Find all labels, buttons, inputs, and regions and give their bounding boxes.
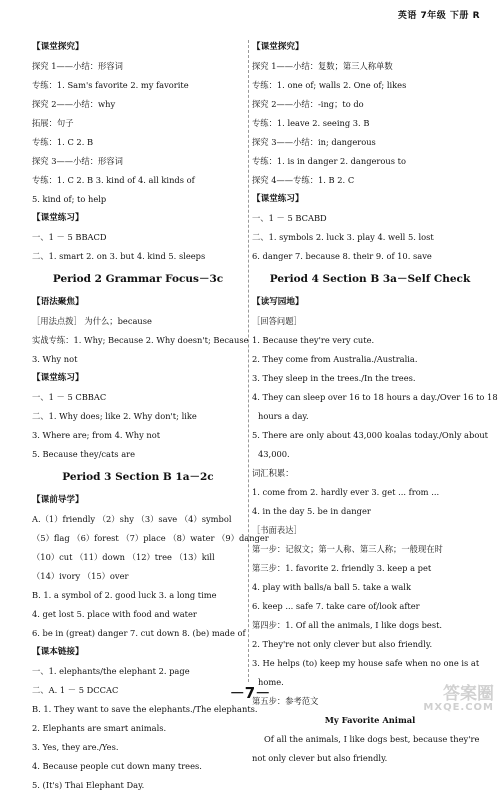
right-answer-continuation: home. xyxy=(258,677,284,687)
right-section-heading: 【课堂练习】 xyxy=(252,194,304,204)
right-essay-title: My Favorite Animal xyxy=(324,715,416,725)
left-answer-line: 3. Where are; from 4. Why not xyxy=(32,430,161,440)
page-number: －7－ xyxy=(229,684,271,702)
left-answer-line: 5. Because they/cats are xyxy=(32,449,136,459)
right-answer-line: 2. They come from Australia./Australia. xyxy=(252,354,418,364)
right-answer-line: 1. Because they're very cute. xyxy=(252,335,375,345)
right-answer-line: not only clever but also friendly. xyxy=(252,753,388,763)
right-answer-line: 第一步：记叙文；第一人称、第三人称；一般现在时 xyxy=(252,544,443,554)
right-answer-line: 4. in the day 5. be in danger xyxy=(252,506,371,516)
right-answer-line: 3. They sleep in the trees./In the trees. xyxy=(252,373,416,383)
left-answer-line: 二、1. smart 2. on 3. but 4. kind 5. sleeps xyxy=(32,251,206,261)
right-answer-line: 专练：1. is in danger 2. dangerous to xyxy=(252,156,406,166)
left-section-heading: 【课堂练习】 xyxy=(32,213,84,223)
right-answer-line: 第四步：1. Of all the animals, I like dogs best. xyxy=(252,620,443,630)
left-answer-line: 探究 1——小结：形容词 xyxy=(32,61,123,71)
left-answer-line: 专练：1. C 2. B xyxy=(32,137,94,147)
left-answer-column xyxy=(32,38,269,795)
watermark-line-2: MXQE.COM xyxy=(423,702,494,713)
left-answer-line: A.（1）friendly （2）shy （3）save （4）symbol xyxy=(32,514,232,524)
right-answer-line: 第三步：1. favorite 2. friendly 3. keep a pet xyxy=(252,563,432,573)
page-header: 英语 7年级 下册 R xyxy=(397,11,480,21)
left-answer-line: （14）ivory （15）over xyxy=(32,571,129,581)
left-answer-line: 3. Why not xyxy=(32,354,78,364)
left-answer-line: 实战专练：1. Why; Because 2. Why doesn't; Because xyxy=(32,335,249,345)
left-answer-line: 探究 2——小结：why xyxy=(32,99,116,109)
left-section-heading: 【课堂探究】 xyxy=(32,42,84,52)
left-answer-line: ［用法点拨］ 为什么；because xyxy=(32,316,152,326)
left-answer-line: 3. Yes, they are./Yes. xyxy=(32,742,119,752)
left-answer-line: B. 1. They want to save the elephants./The elephants. xyxy=(32,704,258,714)
right-answer-line: 探究 4——专练：1. B 2. C xyxy=(252,175,355,185)
left-answer-line: 4. Because people cut down many trees. xyxy=(32,761,202,771)
left-period-title: Period 3 Section B 1a－2c xyxy=(62,471,214,483)
column-divider xyxy=(248,40,249,682)
left-answer-line: 专练：1. C 2. B 3. kind of 4. all kinds of xyxy=(32,175,195,185)
right-essay-paragraph: Of all the animals, I like dogs best, because they're xyxy=(264,734,480,744)
right-answer-line: 一、1 － 5 BCABD xyxy=(252,213,327,223)
left-period-title: Period 2 Grammar Focus－3c xyxy=(52,273,224,285)
right-answer-line: 二、1. symbols 2. luck 3. play 4. well 5. lost xyxy=(252,232,434,242)
left-answer-line: 2. Elephants are smart animals. xyxy=(32,723,167,733)
watermark-line-1: 答案圈 xyxy=(443,684,494,704)
left-section-heading: 【课本链接】 xyxy=(32,647,84,657)
left-section-heading: 【语法聚焦】 xyxy=(32,297,84,307)
right-answer-continuation: 43,000. xyxy=(258,449,290,459)
right-answer-line: 探究 3——小结：in; dangerous xyxy=(252,137,376,147)
left-answer-line: 5. (It's) Thai Elephant Day. xyxy=(32,780,145,790)
left-answer-line: 探究 3——小结：形容词 xyxy=(32,156,123,166)
right-section-heading: 【课堂探究】 xyxy=(252,42,304,52)
right-answer-line: 第五步：参考范文 xyxy=(252,696,319,706)
left-answer-line: （10）cut （11）down （12）tree （13）kill xyxy=(32,552,215,562)
right-period-title: Period 4 Section B 3a－Self Check xyxy=(269,273,471,285)
site-watermark xyxy=(423,686,494,713)
right-section-heading: 【读写园地】 xyxy=(252,297,304,307)
left-answer-line: 拓展：句子 xyxy=(32,118,74,128)
left-answer-line: 二、1. Why does; like 2. Why don't; like xyxy=(32,411,197,421)
left-section-heading: 【课前导学】 xyxy=(32,495,84,505)
right-answer-line: 1. come from 2. hardly ever 3. get ... from ... xyxy=(252,487,440,497)
right-answer-line: 2. They're not only clever but also friendly. xyxy=(252,639,433,649)
right-answer-line: ［回答问题］ xyxy=(252,316,302,326)
right-answer-line: 专练：1. one of; walls 2. One of; likes xyxy=(252,80,407,90)
left-answer-line: 一、1 － 5 BBACD xyxy=(32,232,107,242)
right-answer-line: ［书面表达］ xyxy=(252,525,302,535)
right-answer-line: 专练：1. leave 2. seeing 3. B xyxy=(252,118,370,128)
right-answer-line: 探究 2——小结：-ing；to do xyxy=(252,99,364,109)
right-answer-line: 4. play with balls/a ball 5. take a walk xyxy=(252,582,411,592)
left-answer-line: 4. get lost 5. place with food and water xyxy=(32,609,197,619)
right-answer-line: 5. There are only about 43,000 koalas today./Only about xyxy=(252,430,488,440)
right-answer-column xyxy=(252,38,498,768)
right-answer-continuation: hours a day. xyxy=(258,411,309,421)
left-answer-line: B. 1. a symbol of 2. good luck 3. a long time xyxy=(32,590,217,600)
left-answer-line: 二、A. 1 － 5 DCCAC xyxy=(32,685,119,695)
right-answer-line: 探究 1——小结：复数；第三人称单数 xyxy=(252,61,393,71)
right-answer-line: 6. danger 7. because 8. their 9. of 10. save xyxy=(252,251,432,261)
left-answer-line: 一、1 － 5 CBBAC xyxy=(32,392,107,402)
left-answer-line: 5. kind of; to help xyxy=(32,194,107,204)
right-answer-line: 4. They can sleep over 16 to 18 hours a day./Over 16 to 18 xyxy=(252,392,498,402)
left-answer-line: 专练：1. Sam's favorite 2. my favorite xyxy=(32,80,189,90)
left-answer-line: （5）flag （6）forest （7）place （8）water （9）danger xyxy=(32,533,269,543)
left-answer-line: 一、1. elephants/the elephant 2. page xyxy=(32,666,190,676)
left-answer-line: 6. be in (great) danger 7. cut down 8. (be) made of xyxy=(32,628,246,638)
right-answer-line: 6. keep ... safe 7. take care of/look after xyxy=(252,601,420,611)
right-answer-line: 词汇积累： xyxy=(252,468,294,478)
left-section-heading: 【课堂练习】 xyxy=(32,373,84,383)
right-answer-line: 3. He helps (to) keep my house safe when no one is at xyxy=(252,658,480,668)
